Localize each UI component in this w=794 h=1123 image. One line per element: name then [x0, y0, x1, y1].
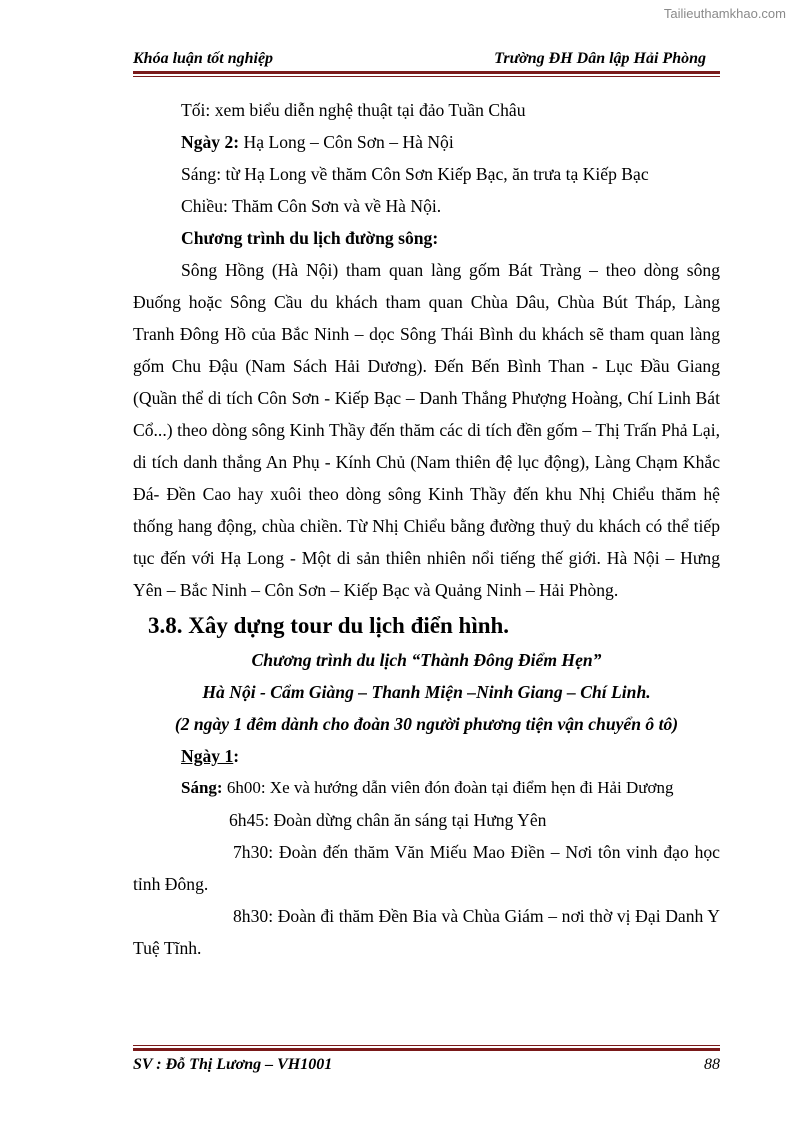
- morning-line: Sáng: từ Hạ Long về thăm Côn Sơn Kiếp Bạc, ăn trưa tạ Kiếp Bạc: [181, 164, 649, 184]
- afternoon-line: Chiều: Thăm Côn Sơn và về Hà Nội.: [181, 196, 442, 216]
- header-thesis-label: Khóa luận tốt nghiệp: [133, 50, 274, 67]
- section-heading: 3.8. Xây dựng tour du lịch điển hình.: [148, 613, 510, 638]
- page-number: 88: [704, 1056, 720, 1073]
- day2-label: Ngày 2:: [181, 132, 240, 152]
- day2-route: Hạ Long – Côn Sơn – Hà Nội: [239, 132, 454, 152]
- footer-student: SV : Đỗ Thị Lương – VH1001: [133, 1056, 333, 1073]
- header-divider: [133, 71, 720, 77]
- page-header: [133, 50, 720, 70]
- page-footer: [133, 1056, 720, 1076]
- river-program-paragraph: Sông Hồng (Hà Nội) tham quan làng gốm Bát Tràng – theo dòng sông Đuống hoặc Sông Cầu du khách tham quan Chùa Dâu, Chùa Bút Tháp, Làng Tranh Đông Hồ của Bắc Ninh – dọc Sông Thái Bình du khách sẽ tham quan làng gốm Chu Đậu (Nam Sách Hải Dương). Đến Bến Bình Than - Lục Đầu Giang (Quần thể di tích Côn Sơn - Kiếp Bạc – Danh Thắng Phượng Hoàng, Chí Linh Bát Cổ...) theo dòng sông Kinh Thầy đến thăm các di tích đền gốm – Thị Trấn Phả Lại, di tích danh thắng An Phụ - Kính Chủ (Nam thiên đệ lục động), Làng Chạm Khắc Đá- Đền Cao hay xuôi theo dòng sông Kinh Thầy đến khu Nhị Chiểu thăm hệ thống hang động, chùa chiền. Từ Nhị Chiểu bằng đường thuỷ du khách có thể tiếp tục đến với Hạ Long - Một di sản thiên nhiên nổi tiếng thế giới. Hà Nội – Hưng Yên – Bắc Ninh – Côn Sơn – Kiếp Bạc và Quảng Ninh – Hải Phòng.: [133, 260, 720, 600]
- schedule-item: [133, 772, 720, 804]
- program-route: Hà Nội - Cẩm Giàng – Thanh Miện –Ninh Giang – Chí Linh.: [202, 682, 651, 702]
- watermark: Tailieuthamkhao.com: [663, 6, 786, 21]
- header-university: Trường ĐH Dân lập Hải Phòng: [494, 50, 706, 67]
- schedule-item: 6h45: Đoàn dừng chân ăn sáng tại Hưng Yên: [229, 810, 547, 830]
- morning-label: Sáng:: [181, 778, 223, 797]
- program-title: Chương trình du lịch “Thành Đông Điểm Hẹn”: [251, 650, 602, 670]
- day1-heading: [133, 740, 720, 772]
- program-duration: (2 ngày 1 đêm dành cho đoàn 30 người phương tiện vận chuyển ô tô): [174, 714, 679, 734]
- day2-line: [133, 126, 720, 158]
- schedule-item: 8h30: Đoàn đi thăm Đền Bia và Chùa Giám – nơi thờ vị Đại Danh Y Tuệ Tĩnh.: [133, 906, 720, 958]
- schedule-item: 7h30: Đoàn đến thăm Văn Miếu Mao Điền – Nơi tôn vinh đạo học tỉnh Đông.: [133, 842, 720, 894]
- footer-divider: [133, 1045, 720, 1051]
- river-program-title: Chương trình du lịch đường sông:: [181, 228, 439, 248]
- day1-label: Ngày 1: [181, 746, 234, 766]
- day1-colon: :: [233, 746, 240, 766]
- page-body: [133, 94, 720, 964]
- evening-line: Tối: xem biểu diễn nghệ thuật tại đảo Tuần Châu: [181, 100, 526, 120]
- schedule-text: 6h00: Xe và hướng dẫn viên đón đoàn tại điểm hẹn đi Hải Dương: [222, 778, 674, 797]
